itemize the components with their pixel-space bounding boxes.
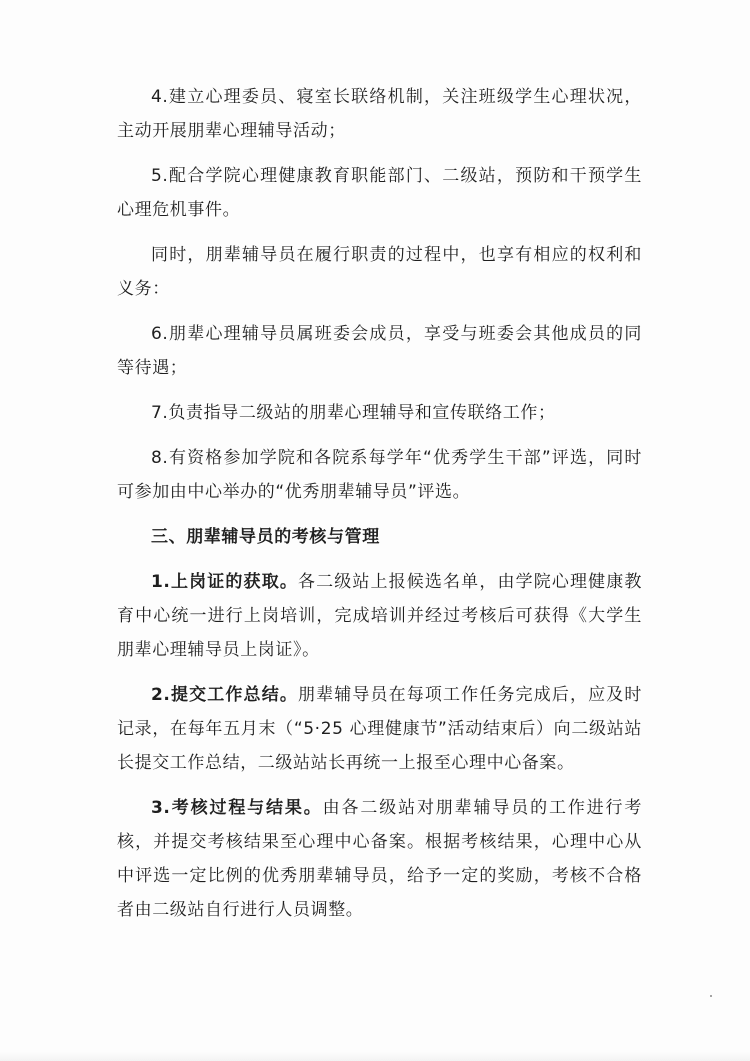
paragraph-assessment-3 [117,791,642,927]
scan-speck [710,995,712,997]
paragraph-duty-4: 4.建立心理委员、寝室长联络机制，关注班级学生心理状况，主动开展朋辈心理辅导活动； [117,87,642,141]
section-heading: 三、朋辈辅导员的考核与管理 [151,527,380,547]
paragraph-right-6: 6.朋辈心理辅导员属班委会成员，享受与班委会其他成员的同等待遇； [117,324,642,378]
item-lead: 3.考核过程与结果。 [151,798,323,818]
paragraph-right-8: 8.有资格参加学院和各院系每学年“优秀学生干部”评选，同时可参加由中心举办的“优秀朋辈辅导员”评选。 [117,448,642,502]
item-body: 朋辈辅导员在每项工作任务完成后，应及时记录，在每年五月末（“5·25 心理健康节”活动结束后）向二级站站长提交工作总结，二级站站长再统一上报至心理中心备案。 [117,685,642,773]
paragraph-rights-intro: 同时，朋辈辅导员在履行职责的过程中，也享有相应的权利和义务： [117,245,642,299]
paragraph-right-7: 7.负责指导二级站的朋辈心理辅导和宣传联络工作； [151,403,556,423]
paragraph-assessment-1 [117,565,642,667]
item-lead: 2.提交工作总结。 [151,685,298,705]
item-body: 各二级站上报候选名单，由学院心理健康教育中心统一进行上岗培训，完成培训并经过考核后可获得《大学生朋辈心理辅导员上岗证》。 [117,572,642,660]
item-body: 由各二级站对朋辈辅导员的工作进行考核，并提交考核结果至心理中心备案。根据考核结果，心理中心从中评选一定比例的优秀朋辈辅导员，给予一定的奖励，考核不合格者由二级站自行进行人员调整。 [117,798,642,920]
scan-bottom-edge [0,1052,750,1061]
item-lead: 1.上岗证的获取。 [151,572,298,592]
document-body [117,80,642,938]
paragraph-assessment-2 [117,678,642,780]
paragraph-duty-5: 5.配合学院心理健康教育职能部门、二级站，预防和干预学生心理危机事件。 [117,166,642,220]
